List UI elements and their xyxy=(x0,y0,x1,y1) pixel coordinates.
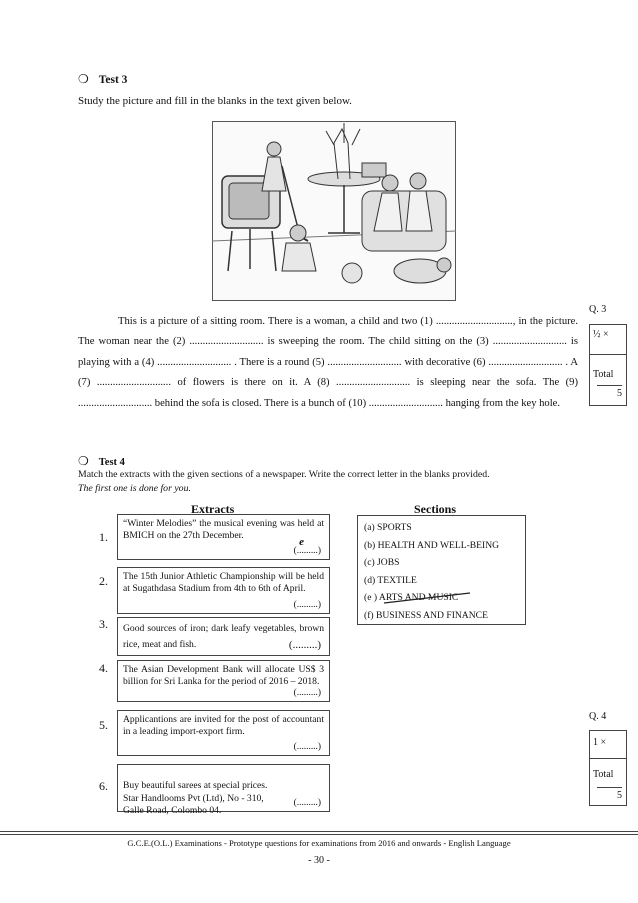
extract-number: 6. xyxy=(99,779,108,793)
section-item: (d) TEXTILE xyxy=(364,574,417,586)
extract-box xyxy=(117,764,330,817)
section-item: (e ) ARTS AND MUSIC xyxy=(364,592,459,604)
extract-text: Good sources of iron; dark leafy vegetables, brown rice, meat and fish. xyxy=(123,623,324,650)
test4-heading xyxy=(78,454,125,469)
footer-rule-top xyxy=(0,831,638,832)
answer-blank[interactable]: (.........) xyxy=(293,599,321,610)
extract-text: The 15th Junior Athletic Championship will be held at Sugathdasa Stadium from 4th to 6th of April. xyxy=(123,571,324,595)
q4-score-box xyxy=(589,730,627,806)
extracts-heading: Extracts xyxy=(191,502,235,516)
extract-text: Applicantions are invited for the post of accountant in a leading import-export firm. xyxy=(123,714,324,738)
answer-blank[interactable]: (.........) xyxy=(293,797,321,808)
extract-text: Buy beautiful sarees at special prices. Star Handlooms Pvt (Ltd), No - 310, Galle Road, Colombo 04. xyxy=(123,780,268,817)
test4-title: Test 4 xyxy=(98,457,125,468)
strike-through-mark xyxy=(382,591,472,605)
extract-box xyxy=(117,660,330,702)
footer-caption: G.C.E.(O.L.) Examinations - Prototype questions for examinations from 2016 and onwards - English Language xyxy=(127,838,511,848)
test4-bullet-icon: ❍ xyxy=(78,454,89,468)
section-item-struck xyxy=(364,589,519,607)
section-item: (b) HEALTH AND WELL-BEING xyxy=(364,539,500,551)
answer-blank[interactable]: (.........) xyxy=(293,687,321,698)
q4-total-label: Total xyxy=(590,758,626,780)
test3-heading xyxy=(78,72,127,87)
footer-rule-bottom xyxy=(0,834,638,835)
example-answer: e xyxy=(299,535,304,548)
answer-blank[interactable]: (.........) xyxy=(288,639,321,651)
sitting-room-picture xyxy=(212,121,456,301)
q4-total-value: 5 xyxy=(597,787,622,801)
test4-example-note: The first one is done for you. xyxy=(78,483,191,494)
extract-number: 4. xyxy=(99,661,108,675)
section-item: (c) JOBS xyxy=(364,557,400,569)
test3-instruction: Study the picture and fill in the blanks in the text given below. xyxy=(78,95,352,107)
test3-title: Test 3 xyxy=(98,74,128,86)
q3-total-label: Total xyxy=(590,354,626,380)
q4-score-label: Q. 4 xyxy=(589,711,607,722)
q3-score-label: Q. 3 xyxy=(589,304,607,315)
extract-text: The Asian Development Bank will allocate US$ 3 billion for Sri Lanka for the period of 2016 – 2018. xyxy=(123,664,324,688)
section-item: (a) SPORTS xyxy=(364,522,412,533)
q3-total-value: 5 xyxy=(597,385,622,399)
sections-heading: Sections xyxy=(414,502,456,516)
extract-text: “Winter Melodies” the musical evening was held at BMICH on the 27th December. xyxy=(123,518,324,542)
section-item: (f) BUSINESS AND FINANCE xyxy=(364,609,488,621)
test3-paragraph: This is a picture of a sitting room. There is a woman, a child and two (1) ............................., in the picture. The woman near the (2) ............................ is sweeping the room. The child sitting on the (3) ............................ is playing with a (4) ............................ . There is a round (5) ............................ with decorative (6) ............................ . A (7) ............................ of flowers is there on it. A (8) ............................ is sleeping near the sofa. The (9) ............................ behind the sofa is closed. There is a bunch of (10) ............................ hanging from the key hole. xyxy=(78,316,578,409)
test3-bullet-icon: ❍ xyxy=(78,72,89,86)
extract-number: 2. xyxy=(99,574,108,588)
answer-blank[interactable]: (.........) xyxy=(293,741,321,752)
answer-blank[interactable]: (.........) xyxy=(293,545,321,556)
extract-box xyxy=(117,617,330,656)
q4-rate: 1 × xyxy=(593,737,607,748)
extract-box xyxy=(117,514,330,560)
extract-number: 3. xyxy=(99,617,108,631)
q3-rate: ½ × xyxy=(593,329,609,340)
extract-number: 5. xyxy=(99,718,108,732)
q3-score-box xyxy=(589,324,627,406)
sections-list xyxy=(357,515,526,625)
page-number: - 30 - xyxy=(308,855,330,866)
test4-instruction: Match the extracts with the given sections of a newspaper. Write the correct letter in the blanks provided. xyxy=(78,469,490,480)
extract-box xyxy=(117,567,330,614)
extract-number: 1. xyxy=(99,530,108,544)
extract-box xyxy=(117,710,330,756)
